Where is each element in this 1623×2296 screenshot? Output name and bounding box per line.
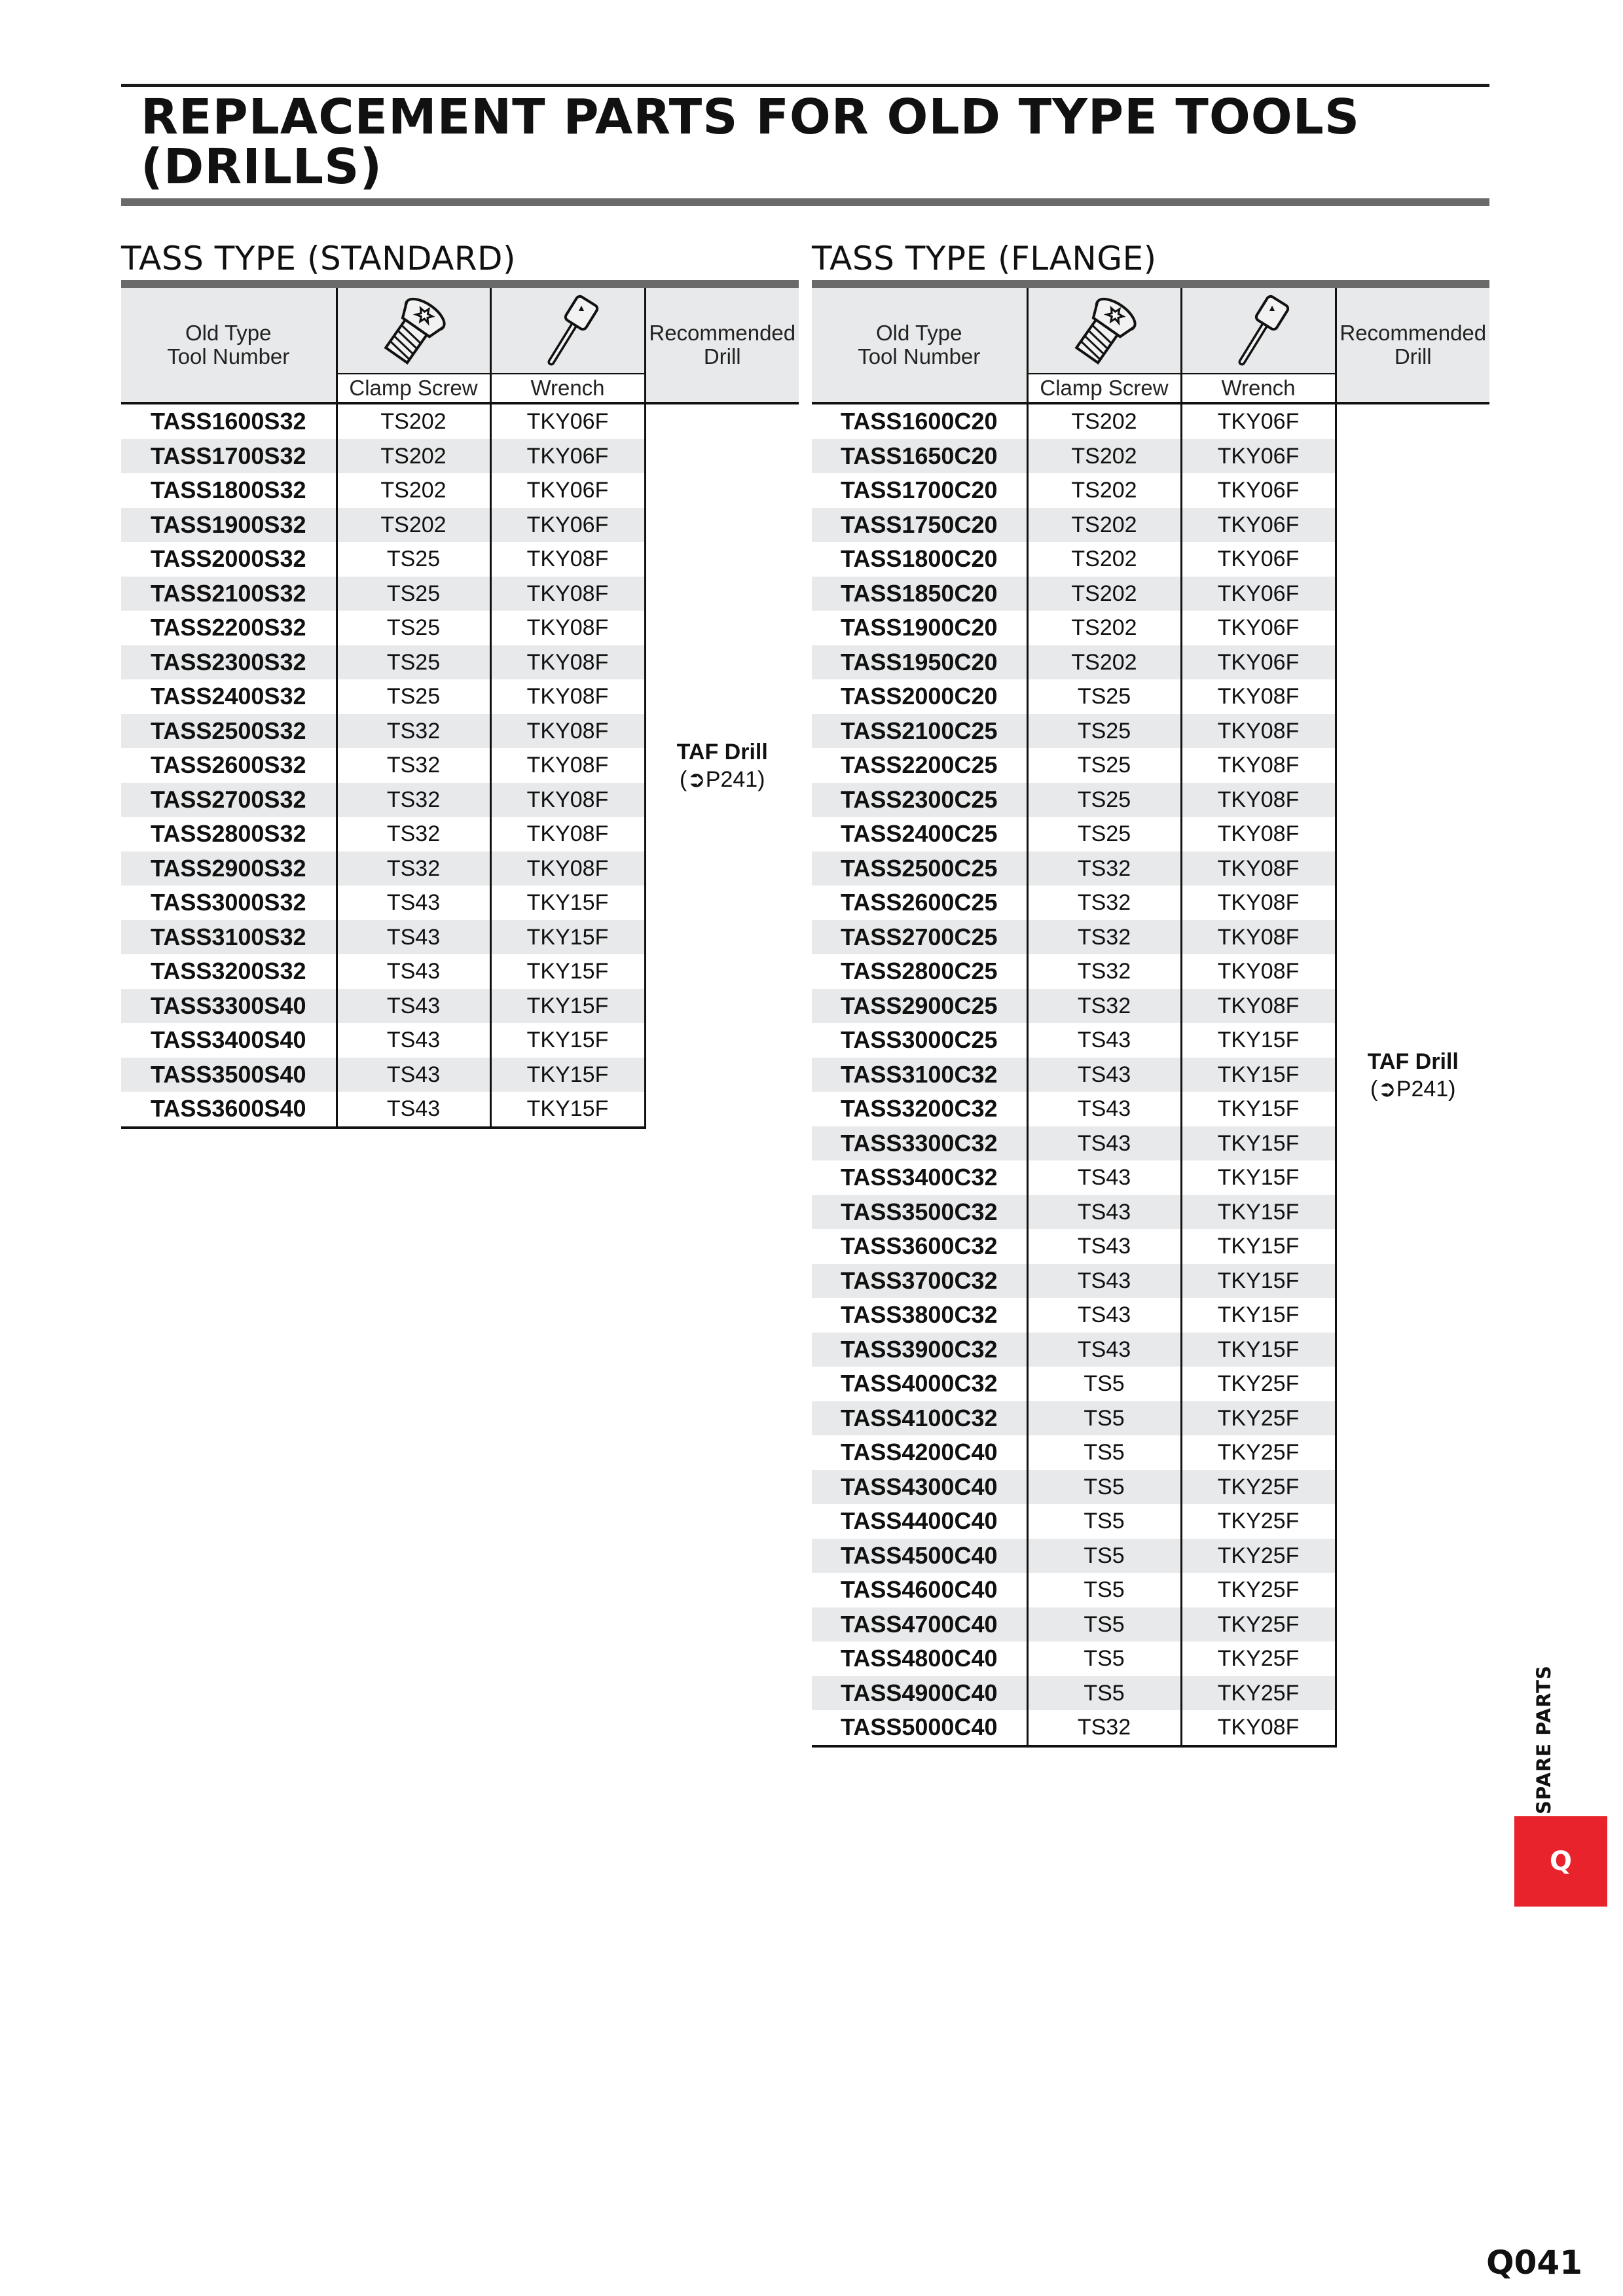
table-row	[812, 403, 1489, 439]
recommended-header-line1: Recommended	[1340, 321, 1487, 345]
tool-number-cell: TASS4600C40	[841, 1576, 998, 1604]
tool-number-cell: TASS3600S40	[121, 1092, 337, 1128]
old-type-header-line1: Old Type	[185, 321, 272, 345]
wrench-cell: TKY15F	[490, 1092, 645, 1128]
clamp-screw-cell: TS43	[1027, 1298, 1181, 1333]
clamp-screw-cell: TS32	[1027, 852, 1181, 886]
tool-number-cell: TASS4200C40	[841, 1439, 998, 1466]
tool-number-cell: TASS3100S32	[121, 920, 337, 955]
wrench-cell: TKY06F	[490, 403, 645, 439]
clamp-screw-cell: TS32	[1027, 989, 1181, 1024]
recommended-header-line2: Drill	[703, 344, 741, 368]
tool-number-cell: TASS1700C20	[841, 476, 998, 504]
wrench-cell: TKY08F	[1181, 714, 1336, 749]
side-section-label	[1524, 1665, 1563, 1814]
wrench-cell: TKY15F	[1181, 1126, 1336, 1161]
wrench-cell: TKY25F	[1181, 1539, 1336, 1573]
clamp-screw-cell: TS25	[1027, 783, 1181, 817]
recommended-drill-name: TAF Drill	[676, 740, 768, 765]
tool-number-cell: TASS1950C20	[812, 645, 1027, 680]
wrench-icon-cell	[490, 288, 645, 374]
wrench-cell: TKY08F	[1181, 852, 1336, 886]
clamp-screw-cell: TS5	[1027, 1641, 1181, 1676]
torx-screw-icon	[1068, 291, 1140, 370]
clamp-screw-cell: TS5	[1027, 1539, 1181, 1573]
clamp-screw-cell: TS25	[337, 645, 490, 680]
tool-number-cell: TASS1900C20	[841, 614, 998, 641]
tool-number-cell: TASS2400C25	[841, 820, 998, 848]
wrench-cell: TKY25F	[1181, 1367, 1336, 1401]
clamp-screw-cell: TS43	[337, 886, 490, 920]
tool-number-cell: TASS1700S32	[121, 439, 337, 474]
wrench-cell: TKY15F	[1181, 1229, 1336, 1264]
wrench-cell: TKY08F	[490, 817, 645, 852]
wrench-cell: TKY06F	[490, 439, 645, 474]
tool-number-cell: TASS4700C40	[812, 1607, 1027, 1642]
section-tab[interactable]	[1514, 1816, 1607, 1907]
wrench-cell: TKY08F	[490, 783, 645, 817]
standard-section	[121, 237, 799, 1129]
tool-number-cell: TASS2900S32	[121, 852, 337, 886]
wrench-cell: TKY06F	[1181, 611, 1336, 645]
torx-wrench-icon	[532, 291, 604, 370]
clamp-screw-cell: TS5	[1027, 1573, 1181, 1607]
tool-number-cell: TASS1800C20	[841, 545, 998, 573]
wrench-cell: TKY06F	[1181, 577, 1336, 611]
clamp-screw-cell: TS202	[1027, 645, 1181, 680]
standard-table-body	[121, 403, 799, 1128]
clamp-screw-cell: TS5	[1027, 1470, 1181, 1505]
tool-number-cell: TASS4300C40	[812, 1470, 1027, 1505]
clamp-screw-cell: TS5	[1027, 1367, 1181, 1401]
wrench-cell: TKY25F	[1181, 1470, 1336, 1505]
old-type-header	[121, 288, 337, 403]
torx-screw-icon	[378, 291, 450, 370]
clamp-screw-cell: TS43	[1027, 1229, 1181, 1264]
old-type-header-line1: Old Type	[876, 321, 962, 345]
clamp-screw-cell: TS202	[1027, 577, 1181, 611]
clamp-screw-cell: TS43	[337, 1023, 490, 1058]
wrench-cell: TKY15F	[490, 1023, 645, 1058]
tool-number-cell: TASS3900C32	[812, 1333, 1027, 1367]
clamp-screw-cell: TS25	[337, 542, 490, 577]
wrench-cell: TKY08F	[490, 679, 645, 714]
wrench-cell: TKY08F	[1181, 954, 1336, 989]
wrench-cell: TKY25F	[1181, 1676, 1336, 1711]
flange-table-body	[812, 403, 1489, 1746]
tool-number-cell: TASS4400C40	[841, 1507, 998, 1535]
flange-section	[812, 237, 1489, 1748]
clamp-screw-cell: TS202	[337, 473, 490, 508]
tool-number-cell: TASS2600S32	[151, 751, 306, 779]
clamp-screw-cell: TS5	[1027, 1435, 1181, 1470]
wrench-cell: TKY08F	[490, 645, 645, 680]
clamp-screw-cell: TS32	[337, 817, 490, 852]
page-title	[141, 89, 1489, 195]
tool-number-cell: TASS3300C32	[812, 1126, 1027, 1161]
clamp-screw-cell: TS43	[337, 1092, 490, 1128]
wrench-cell: TKY25F	[1181, 1573, 1336, 1607]
clamp-screw-cell: TS202	[1027, 508, 1181, 543]
tool-number-cell: TASS2000S32	[151, 545, 306, 573]
wrench-cell: TKY08F	[490, 714, 645, 749]
clamp-screw-cell: TS32	[1027, 886, 1181, 920]
wrench-cell: TKY08F	[490, 852, 645, 886]
wrench-icon-cell	[1181, 288, 1336, 374]
recommended-drill-header	[1336, 288, 1489, 403]
clamp-screw-cell: TS43	[1027, 1092, 1181, 1126]
wrench-cell: TKY08F	[1181, 920, 1336, 955]
clamp-screw-cell: TS202	[337, 508, 490, 543]
wrench-cell: TKY08F	[1181, 679, 1336, 714]
clamp-screw-cell: TS5	[1027, 1607, 1181, 1642]
wrench-header: Wrench	[490, 374, 645, 403]
wrench-cell: TKY15F	[1181, 1333, 1336, 1367]
clamp-screw-cell: TS43	[1027, 1058, 1181, 1092]
tool-number-cell: TASS3200C32	[841, 1095, 998, 1122]
wrench-cell: TKY15F	[490, 989, 645, 1024]
wrench-cell: TKY15F	[1181, 1092, 1336, 1126]
clamp-screw-cell: TS43	[1027, 1160, 1181, 1195]
wrench-cell: TKY15F	[1181, 1195, 1336, 1230]
clamp-screw-cell: TS43	[1027, 1126, 1181, 1161]
standard-heading: TASS TYPE (STANDARD)	[121, 240, 517, 278]
wrench-cell: TKY25F	[1181, 1504, 1336, 1539]
tool-number-cell: TASS2200C25	[841, 751, 998, 779]
tool-number-cell: TASS3800C32	[841, 1301, 998, 1329]
tool-number-cell: TASS3600C32	[841, 1232, 998, 1260]
tool-number-cell: TASS2600C25	[841, 889, 998, 916]
tool-number-cell: TASS2000C20	[841, 683, 998, 710]
tool-number-cell: TASS3000S32	[151, 889, 306, 916]
clamp-screw-header: Clamp Screw	[337, 374, 490, 403]
torx-wrench-icon	[1222, 291, 1294, 370]
tool-number-cell: TASS1650C20	[812, 439, 1027, 474]
wrench-cell: TKY06F	[1181, 439, 1336, 474]
wrench-cell: TKY15F	[1181, 1160, 1336, 1195]
tool-number-cell: TASS3500S40	[121, 1058, 337, 1092]
tool-number-cell: TASS2500C25	[812, 852, 1027, 886]
tool-number-cell: TASS2700C25	[812, 920, 1027, 955]
clamp-screw-cell: TS43	[337, 920, 490, 955]
tool-number-cell: TASS4900C40	[812, 1676, 1027, 1711]
wrench-cell: TKY25F	[1181, 1641, 1336, 1676]
wrench-cell: TKY08F	[490, 748, 645, 783]
tool-number-cell: TASS2100S32	[121, 577, 337, 611]
clamp-screw-cell: TS32	[337, 748, 490, 783]
wrench-cell: TKY08F	[1181, 748, 1336, 783]
tool-number-cell: TASS2700S32	[121, 783, 337, 817]
wrench-cell: TKY15F	[490, 920, 645, 955]
clamp-screw-header: Clamp Screw	[1027, 374, 1181, 403]
wrench-cell: TKY06F	[1181, 508, 1336, 543]
clamp-screw-cell: TS43	[1027, 1333, 1181, 1367]
tool-number-cell: TASS3200S32	[151, 958, 306, 985]
tool-number-cell: TASS1900S32	[121, 508, 337, 543]
clamp-screw-cell: TS25	[337, 679, 490, 714]
wrench-cell: TKY15F	[1181, 1298, 1336, 1333]
tool-number-cell: TASS3700C32	[812, 1264, 1027, 1299]
standard-table	[121, 288, 799, 1129]
section-rule	[812, 280, 1489, 288]
side-section-label-text: SPARE PARTS	[1533, 1665, 1555, 1814]
flange-heading: TASS TYPE (FLANGE)	[812, 240, 1157, 278]
clamp-screw-cell: TS5	[1027, 1401, 1181, 1436]
recommended-header-line2: Drill	[1394, 344, 1432, 368]
clamp-screw-cell: TS202	[1027, 542, 1181, 577]
tool-number-cell: TASS1800S32	[151, 476, 306, 504]
wrench-cell: TKY15F	[1181, 1058, 1336, 1092]
wrench-cell: TKY15F	[1181, 1023, 1336, 1058]
tool-number-cell: TASS3300S40	[121, 989, 337, 1024]
tool-number-cell: TASS1600C20	[841, 408, 998, 435]
tool-number-cell: TASS1600S32	[151, 408, 306, 435]
tool-number-cell: TASS4000C32	[841, 1370, 998, 1397]
old-type-header-line2: Tool Number	[167, 344, 290, 368]
tool-number-cell: TASS1850C20	[812, 577, 1027, 611]
wrench-cell: TKY06F	[1181, 403, 1336, 439]
clamp-screw-cell: TS43	[1027, 1023, 1181, 1058]
wrench-cell: TKY15F	[1181, 1264, 1336, 1299]
clamp-screw-cell: TS25	[1027, 714, 1181, 749]
tool-number-cell: TASS2800C25	[841, 958, 998, 985]
clamp-screw-cell: TS32	[337, 783, 490, 817]
clamp-screw-cell: TS202	[1027, 611, 1181, 645]
wrench-cell: TKY25F	[1181, 1607, 1336, 1642]
page-title-line2: (DRILLS)	[141, 139, 383, 195]
clamp-screw-cell: TS202	[337, 403, 490, 439]
wrench-cell: TKY06F	[1181, 542, 1336, 577]
clamp-screw-cell: TS32	[1027, 954, 1181, 989]
page-title-block	[121, 84, 1489, 206]
clamp-screw-cell: TS43	[337, 1058, 490, 1092]
tool-number-cell: TASS2500S32	[121, 714, 337, 749]
wrench-cell: TKY08F	[1181, 886, 1336, 920]
old-type-header-line2: Tool Number	[858, 344, 981, 368]
tool-number-cell: TASS4500C40	[812, 1539, 1027, 1573]
wrench-cell: TKY08F	[490, 577, 645, 611]
old-type-header	[812, 288, 1027, 403]
table-row	[121, 403, 799, 439]
tool-number-cell: TASS2900C25	[812, 989, 1027, 1024]
wrench-cell: TKY06F	[490, 508, 645, 543]
clamp-screw-cell: TS5	[1027, 1504, 1181, 1539]
clamp-screw-cell: TS25	[337, 577, 490, 611]
wrench-cell: TKY08F	[1181, 1710, 1336, 1746]
tool-number-cell: TASS5000C40	[812, 1710, 1027, 1746]
wrench-cell: TKY25F	[1181, 1401, 1336, 1436]
clamp-screw-icon-cell	[1027, 288, 1181, 374]
clamp-screw-cell: TS25	[1027, 748, 1181, 783]
clamp-screw-cell: TS202	[1027, 403, 1181, 439]
tool-number-cell: TASS2300C25	[812, 783, 1027, 817]
recommended-header-line1: Recommended	[649, 321, 796, 345]
tool-number-cell: TASS3500C32	[812, 1195, 1027, 1230]
recommended-drill-page-link[interactable]: (➲P241)	[1370, 1076, 1456, 1102]
clamp-screw-cell: TS43	[1027, 1264, 1181, 1299]
recommended-drill-cell	[645, 403, 799, 1128]
recommended-drill-header	[645, 288, 799, 403]
clamp-screw-cell: TS5	[1027, 1676, 1181, 1711]
tool-number-cell: TASS3400C32	[841, 1164, 998, 1191]
tool-number-cell: TASS4800C40	[841, 1645, 998, 1672]
clamp-screw-cell: TS43	[337, 989, 490, 1024]
wrench-cell: TKY06F	[490, 473, 645, 508]
wrench-cell: TKY25F	[1181, 1435, 1336, 1470]
wrench-cell: TKY06F	[1181, 645, 1336, 680]
clamp-screw-cell: TS202	[1027, 439, 1181, 474]
clamp-screw-cell: TS25	[1027, 817, 1181, 852]
clamp-screw-cell: TS43	[1027, 1195, 1181, 1230]
tool-number-cell: TASS2300S32	[121, 645, 337, 680]
tool-number-cell: TASS2400S32	[151, 683, 306, 710]
recommended-drill-cell	[1336, 403, 1489, 1746]
recommended-drill-name: TAF Drill	[1367, 1049, 1459, 1074]
clamp-screw-cell: TS202	[337, 439, 490, 474]
tool-number-cell: TASS2200S32	[151, 614, 306, 641]
recommended-drill-page-link[interactable]: (➲P241)	[679, 767, 765, 793]
clamp-screw-cell: TS32	[337, 714, 490, 749]
clamp-screw-cell: TS25	[1027, 679, 1181, 714]
section-tab-letter: Q	[1549, 1846, 1572, 1876]
page-number: Q041	[1486, 2244, 1582, 2282]
page-title-line1: REPLACEMENT PARTS FOR OLD TYPE TOOLS	[141, 89, 1360, 145]
wrench-cell: TKY15F	[490, 1058, 645, 1092]
section-rule	[121, 280, 799, 288]
wrench-cell: TKY15F	[490, 886, 645, 920]
tool-number-cell: TASS1750C20	[812, 508, 1027, 543]
wrench-cell: TKY08F	[490, 542, 645, 577]
tool-number-cell: TASS3000C25	[841, 1026, 998, 1054]
flange-table	[812, 288, 1489, 1748]
wrench-header: Wrench	[1181, 374, 1336, 403]
clamp-screw-cell: TS43	[337, 954, 490, 989]
wrench-cell: TKY08F	[1181, 989, 1336, 1024]
clamp-screw-cell: TS32	[1027, 920, 1181, 955]
clamp-screw-cell: TS25	[337, 611, 490, 645]
clamp-screw-cell: TS202	[1027, 473, 1181, 508]
wrench-cell: TKY06F	[1181, 473, 1336, 508]
clamp-screw-icon-cell	[337, 288, 490, 374]
wrench-cell: TKY08F	[490, 611, 645, 645]
tool-number-cell: TASS3400S40	[151, 1026, 306, 1054]
wrench-cell: TKY15F	[490, 954, 645, 989]
tool-number-cell: TASS2100C25	[812, 714, 1027, 749]
tool-number-cell: TASS3100C32	[812, 1058, 1027, 1092]
tool-number-cell: TASS2800S32	[151, 820, 306, 848]
clamp-screw-cell: TS32	[337, 852, 490, 886]
clamp-screw-cell: TS32	[1027, 1710, 1181, 1746]
wrench-cell: TKY08F	[1181, 817, 1336, 852]
wrench-cell: TKY08F	[1181, 783, 1336, 817]
tool-number-cell: TASS4100C32	[812, 1401, 1027, 1436]
